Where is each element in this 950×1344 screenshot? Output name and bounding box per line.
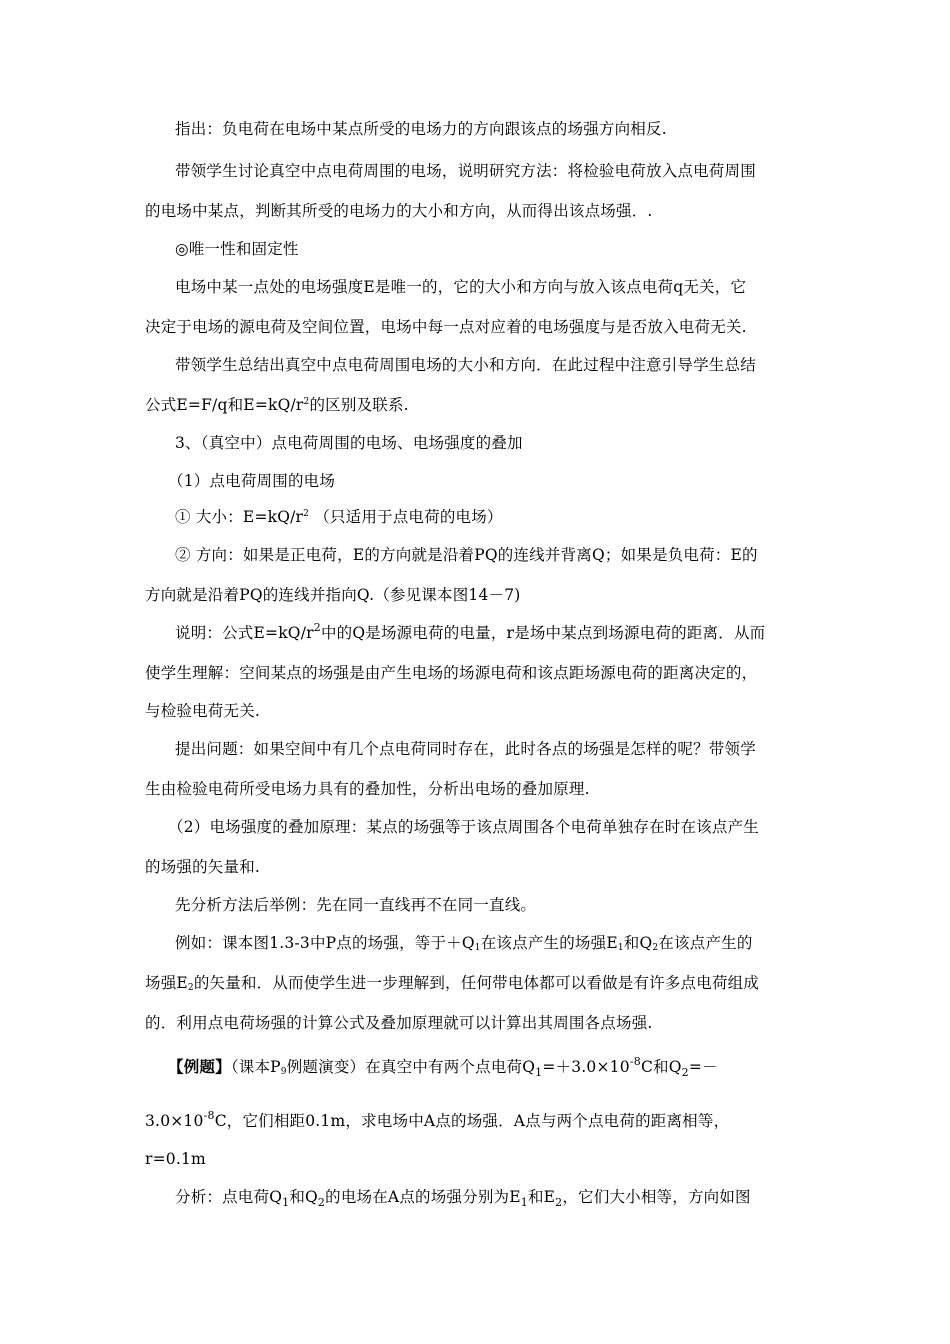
- paragraph-line: [145, 1012, 815, 1034]
- text: r=0.1m: [145, 1150, 206, 1168]
- text: ，它们大小相等，方向如图: [562, 1188, 751, 1206]
- superscript: 2: [313, 621, 321, 634]
- subscript: 1: [520, 1196, 528, 1209]
- text: 在该点产生的场强E: [480, 934, 618, 952]
- example-line: [145, 1148, 815, 1170]
- subscript: 2: [187, 983, 194, 993]
- subscript: 9: [280, 1067, 287, 1077]
- subscript: 2: [652, 943, 659, 953]
- subscript: 1: [617, 943, 624, 953]
- text: （2）电场强度的叠加原理：某点的场强等于该点周围各个电荷单独存在时在该点产生: [168, 818, 759, 836]
- paragraph-line: [175, 506, 845, 528]
- paragraph-line: [175, 544, 845, 566]
- text: 3.0×10: [145, 1112, 204, 1130]
- text: 例题演变）在真空中有两个点电荷Q: [286, 1058, 536, 1076]
- text: 方向就是沿着PQ的连线并指向Q.（参见课本图14－7): [145, 586, 521, 604]
- paragraph-line: [175, 738, 845, 760]
- text: （课本P: [230, 1058, 281, 1076]
- text: 公式E=F/q和E=kQ/r: [145, 396, 304, 414]
- subscript: 1: [535, 1066, 543, 1079]
- text: 带领学生讨论真空中点电荷周围的电场，说明研究方法：将检验电荷放入点电荷周围: [175, 162, 756, 180]
- text: ② 方向：如果是正电荷，E的方向就是沿着PQ的连线并背离Q；如果是负电荷：E的: [175, 546, 758, 564]
- text: =＋3.0×10: [542, 1058, 630, 1076]
- text: C和Q: [640, 1058, 682, 1076]
- text: =－: [688, 1058, 718, 1076]
- paragraph-line: [145, 316, 815, 338]
- paragraph-line: [145, 584, 815, 606]
- text: 说明：公式E=kQ/r: [175, 624, 314, 642]
- subscript: 2: [317, 1196, 326, 1209]
- example-line: [145, 1110, 815, 1132]
- text: 提出问题：如果空间中有几个点电荷同时存在，此时各点的场强是怎样的呢？带领学: [175, 740, 756, 758]
- text: 与检验电荷无关.: [145, 702, 261, 720]
- text: 决定于电场的源电荷及空间位置，电场中每一点对应着的电场强度与是否放入电荷无关.: [145, 318, 747, 336]
- paragraph-line: [145, 856, 815, 878]
- paragraph-line: [145, 662, 815, 684]
- paragraph-line: [145, 700, 815, 722]
- text: C，它们相距0.1m，求电场中A点的场强．A点与两个点电荷的距离相等，: [214, 1112, 730, 1130]
- subsection-heading: [168, 470, 838, 492]
- text: 电场中某一点处的电场强度E是唯一的，它的大小和方向与放入该点电荷q无关，它: [175, 278, 747, 296]
- paragraph-line: [175, 354, 845, 376]
- text: 的场强的矢量和.: [145, 858, 261, 876]
- text: 在该点产生的: [658, 934, 753, 952]
- paragraph-line: [175, 1186, 845, 1208]
- superscript: -8: [203, 1109, 215, 1122]
- superscript: -8: [629, 1055, 641, 1068]
- text: 和Q: [289, 1188, 318, 1206]
- text: 中的Q是场源电荷的电量，r是场中某点到场源电荷的距离．从而: [320, 624, 766, 642]
- paragraph-line: [175, 160, 845, 182]
- text: （1）点电荷周围的电场: [168, 472, 336, 490]
- text: 使学生理解：空间某点的场强是由产生电场的场源电荷和该点距场源电荷的距离决定的，: [145, 664, 758, 682]
- text: 先分析方法后举例：先在同一直线再不在同一直线。: [175, 896, 537, 914]
- paragraph-line: [145, 394, 815, 416]
- text: 和Q: [623, 934, 653, 952]
- text: 场强E: [145, 974, 188, 992]
- example-label: 【例题】: [168, 1057, 231, 1076]
- text: 和E: [527, 1188, 556, 1206]
- paragraph-line: [145, 778, 815, 800]
- example-line: [168, 1056, 838, 1078]
- text: 的．利用点电荷场强的计算公式及叠加原理就可以计算出其周围各点场强.: [145, 1014, 653, 1032]
- subscript: 2: [681, 1066, 689, 1079]
- subscript: 1: [282, 1196, 290, 1209]
- text: ◎唯一性和固定性: [175, 240, 299, 258]
- paragraph-line: [175, 622, 845, 644]
- paragraph-line: [175, 894, 845, 916]
- text: 的电场中某点，判断其所受的电场力的大小和方向，从而得出该点场强．.: [145, 202, 653, 220]
- text: 3、（真空中）点电荷周围的电场、电场强度的叠加: [175, 434, 523, 452]
- superscript: 2: [303, 509, 310, 519]
- text: 带领学生总结出真空中点电荷周围电场的大小和方向．在此过程中注意引导学生总结: [175, 356, 756, 374]
- text: 例如：课本图1.3-3中P点的场强，等于＋Q: [175, 934, 475, 952]
- subscript: 1: [474, 943, 481, 953]
- text: 指出：负电荷在电场中某点所受的电场力的方向跟该点的场强方向相反.: [175, 120, 667, 138]
- text: 生由检验电荷所受电场力具有的叠加性，分析出电场的叠加原理.: [145, 780, 590, 798]
- paragraph-line: [145, 972, 815, 994]
- text: 的矢量和．从而使学生进一步理解到，任何带电体都可以看做是有许多点电荷组成: [193, 974, 760, 992]
- paragraph-line: [175, 932, 845, 954]
- text: 分析：点电荷Q: [175, 1188, 283, 1206]
- text: 的区别及联系.: [309, 396, 409, 414]
- paragraph-line: [168, 816, 838, 838]
- paragraph-line: [175, 118, 845, 140]
- text: ① 大小：E=kQ/r: [175, 508, 304, 526]
- paragraph-line: [145, 200, 815, 222]
- subscript: 2: [555, 1196, 563, 1209]
- section-heading: [175, 238, 845, 260]
- section-heading: [175, 432, 845, 454]
- text: （只适用于点电荷的电场）: [309, 508, 503, 526]
- text: 的电场在A点的场强分别为E: [325, 1188, 521, 1206]
- paragraph-line: [175, 276, 845, 298]
- superscript: 2: [303, 397, 310, 407]
